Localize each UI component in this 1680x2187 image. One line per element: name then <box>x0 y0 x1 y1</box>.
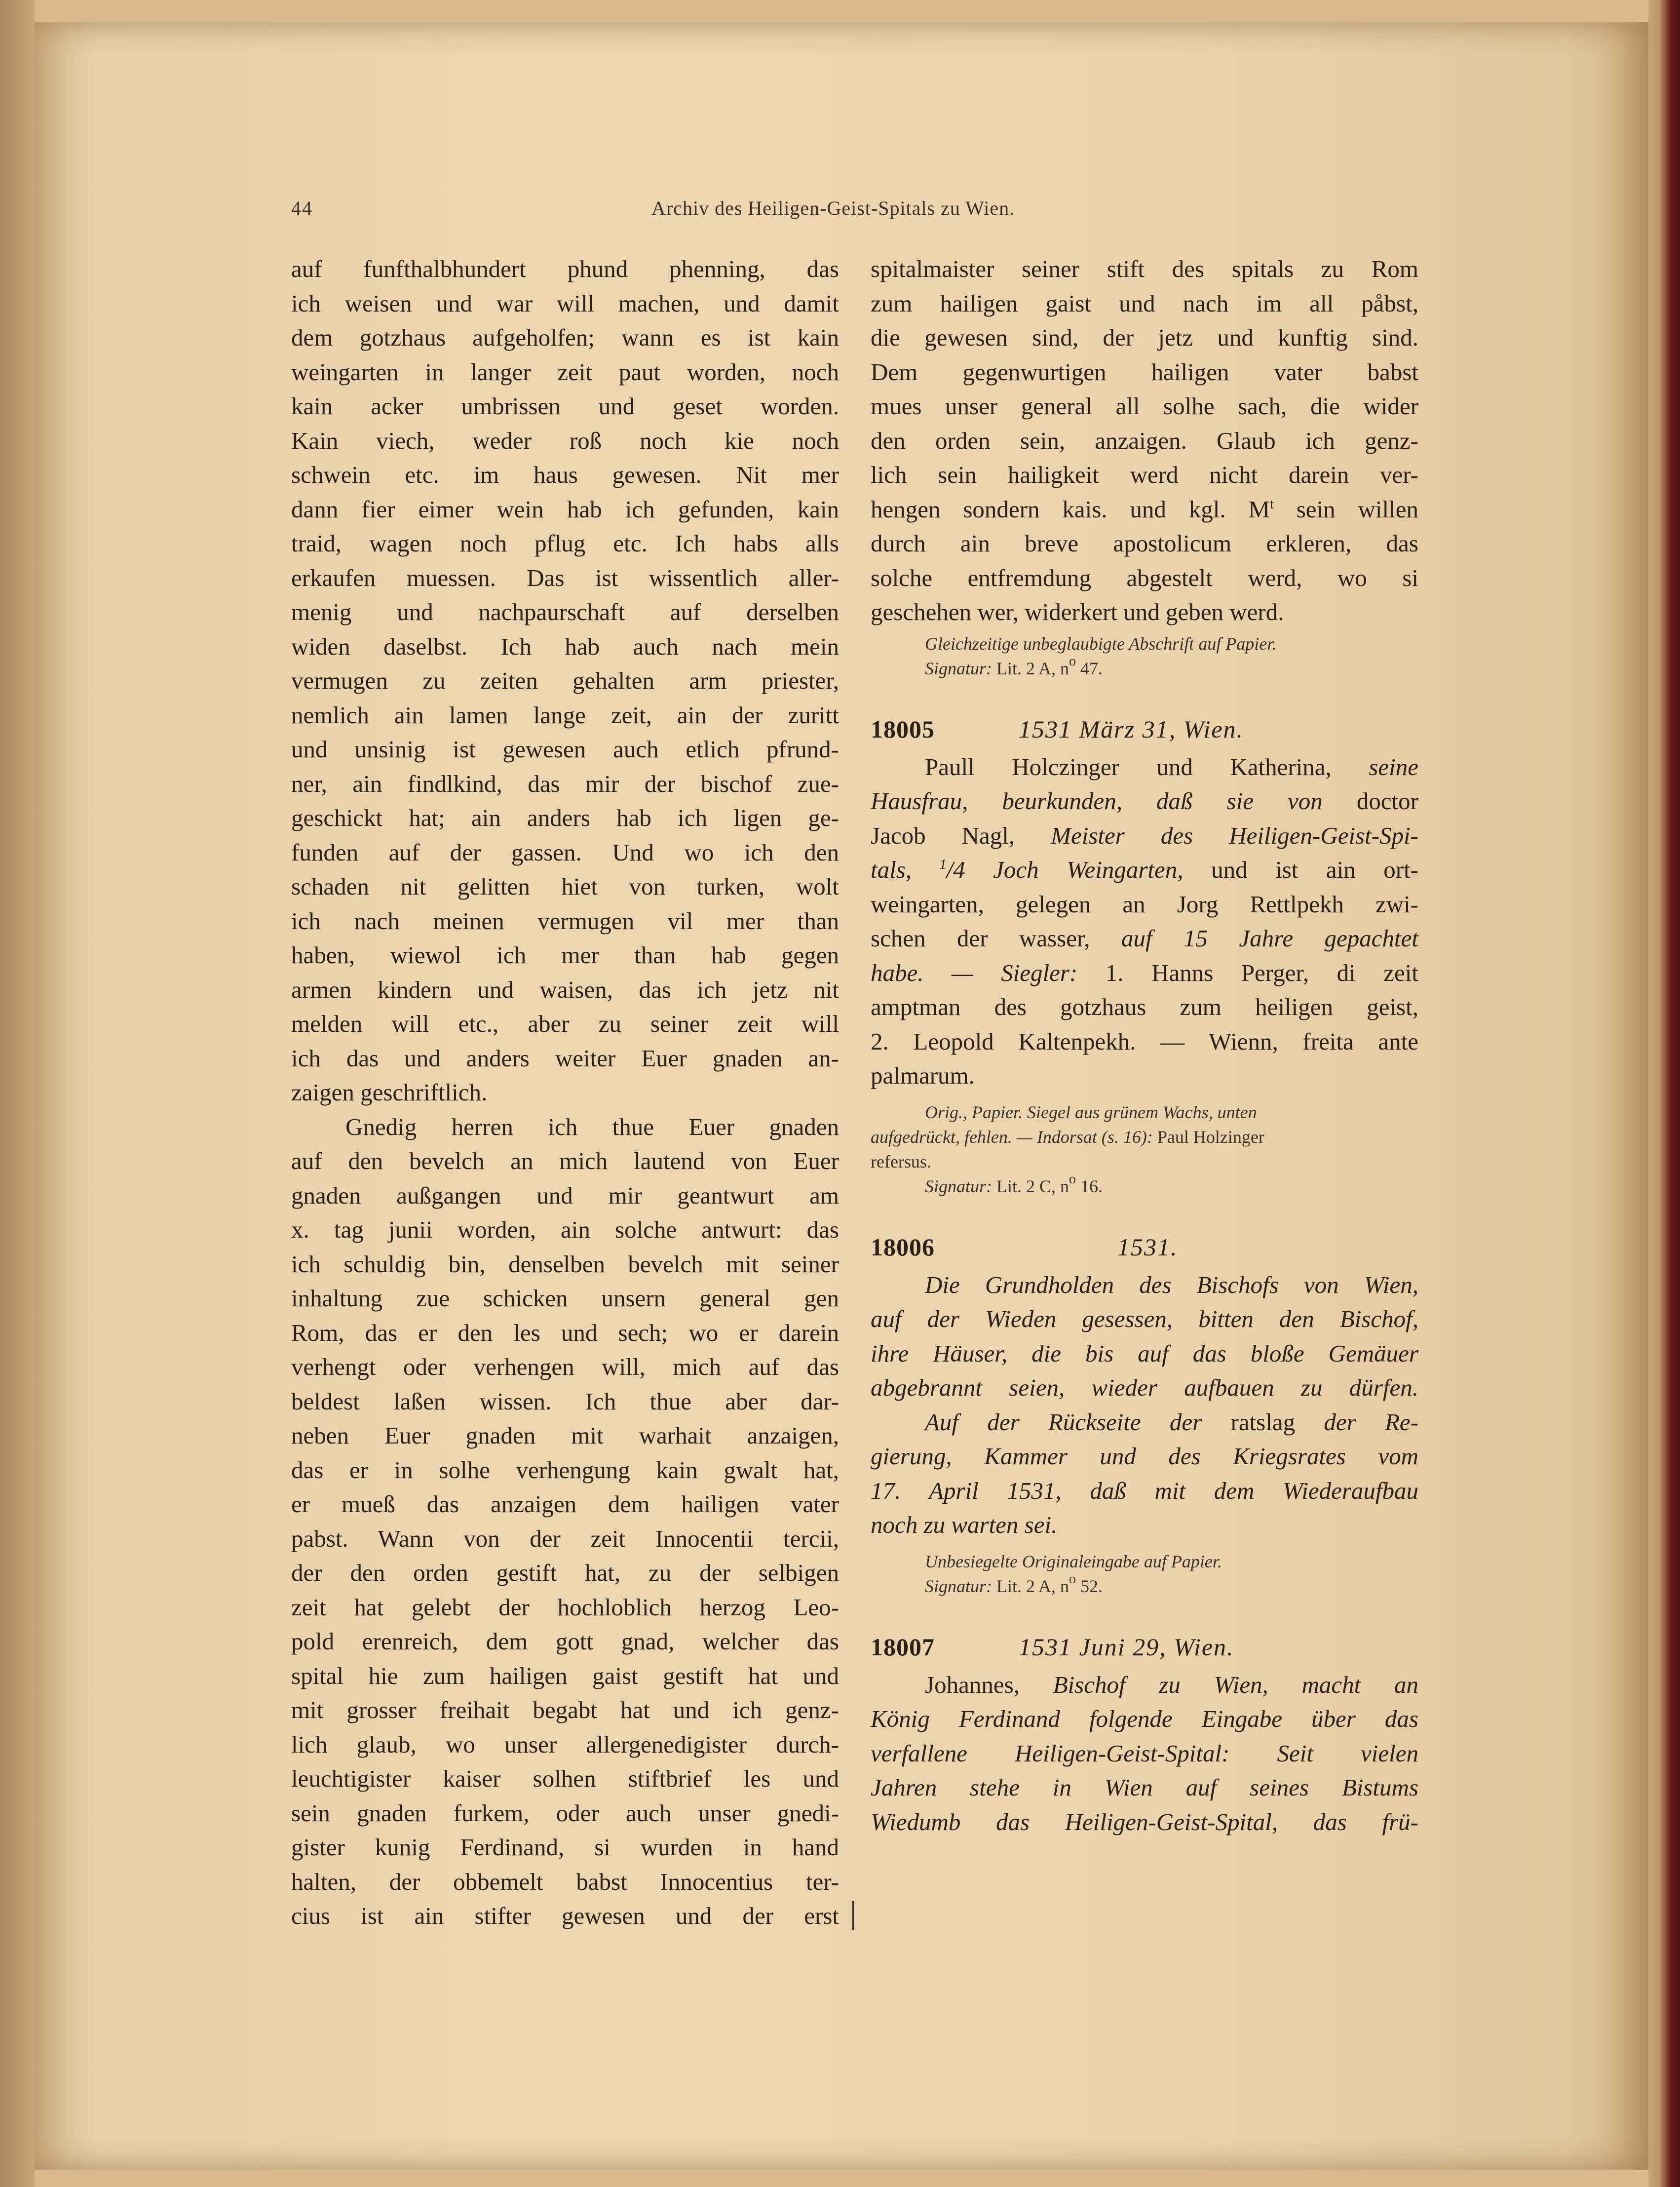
text-line: dem gotzhaus aufgeholfen; wann es ist kain <box>291 324 839 351</box>
right-column <box>871 252 1418 1839</box>
book-gutter <box>0 0 35 2187</box>
text-line: spital hie zum hailigen gaist gestift hat und <box>291 1662 839 1689</box>
text-line: auf funfthalbhundert phund phenning, das <box>291 255 839 282</box>
text-line: melden will etc., aber zu seiner zeit will <box>291 1010 839 1037</box>
entry-date: 1531 März 31, Wien. <box>1019 715 1244 743</box>
text-line: der den orden gestift hat, zu der selbigen <box>291 1559 839 1586</box>
text-line: kain acker umbrissen und geset worden. <box>291 392 839 420</box>
text-line: weingarten in langer zeit paut worden, noch <box>291 358 839 386</box>
text-line: pold erenreich, dem gott gnad, welcher das <box>291 1628 839 1655</box>
text-line: cius ist ain stifter gewesen und der erst <box>291 1902 839 1929</box>
text-line: ich nach meinen vermugen vil mer than <box>291 907 839 935</box>
right-continuation-paragraph <box>871 252 1418 629</box>
text-line: dann fier eimer wein hab ich gefunden, kain <box>291 495 839 523</box>
text-line: traid, wagen noch pflug etc. Ich habs alls <box>291 530 839 557</box>
entry-header-18006 <box>871 1228 1418 1268</box>
text-line: er mueß das anzaigen dem hailigen vater <box>291 1490 839 1518</box>
text-line: Kain viech, weder roß noch kie noch <box>291 427 839 454</box>
text-line: armen kindern und waisen, das ich jetz nit <box>291 976 839 1003</box>
archival-note-17004 <box>871 631 1418 681</box>
text-line: leuchtigister kaiser solhen stiftbrief les und <box>291 1765 839 1792</box>
text-line: Dem gegenwurtigen hailigen vater babst <box>871 358 1418 386</box>
text-line: ner, ain findlkind, das mir der bischof zue- <box>291 770 839 797</box>
entry-number: 18007 <box>871 1633 935 1661</box>
text-line: erkaufen muessen. Das ist wissentlich aller- <box>291 564 839 591</box>
text-line: nemlich ain lamen lange zeit, ain der zuritt <box>291 701 839 729</box>
text-line: und unsinig ist gewesen auch etlich pfrund- <box>291 736 839 763</box>
signature-line: Signatur: Lit. 2 C, $n^o$ 16. <box>925 1171 1103 1196</box>
page-number: 44 <box>291 197 313 219</box>
text-line: durch ain breve apostolicum erkleren, das <box>871 530 1418 557</box>
entry-header-18005 <box>871 710 1418 750</box>
archival-note-18005: Orig., Papier. Siegel aus grünem Wachs, unten aufgedrückt, fehlen. — Indorsat (s. 16): Paul Holzinger refersus. Signatur: Lit. 2 C, $n^o$ 16. <box>871 1100 1418 1199</box>
text-line: vermugen zu zeiten gehalten arm priester, <box>291 667 839 694</box>
text-line: Rom, das er den les und sech; wo er darein <box>291 1319 839 1346</box>
text-line: ich weisen und war will machen, und damit <box>291 289 839 317</box>
text-line: gnaden außgangen und mir geantwurt am <box>291 1181 839 1209</box>
text-line: halten, der obbemelt babst Innocentius ter- <box>291 1868 839 1895</box>
text-line: ich schuldig bin, denselben bevelch mit seiner <box>291 1250 839 1278</box>
entry-body-18007: Johannes, Bischof zu Wien, macht an König Ferdinand folgende Eingabe über das verfallene Heiligen-Geist-Spital: Seit vielen Jahren stehe in Wien auf seines Bistums Wiedumb das Heiligen-Geist-Spital, das frü- <box>871 1671 1418 1836</box>
text-line: neben Euer gnaden mit warhait anzaigen, <box>291 1422 839 1449</box>
text-line: inhaltung zue schicken unsern general gen <box>291 1285 839 1312</box>
text-line: lich glaub, wo unser allergenedigister durch- <box>291 1730 839 1758</box>
text-line: das er in solhe verhengung kain gwalt hat, <box>291 1456 839 1484</box>
note-text: Gleichzeitige unbeglaubigte Abschrift auf Papier. <box>925 633 1277 654</box>
text-line: verhengt oder verhengen will, mich auf das <box>291 1353 839 1380</box>
text-line: geschehen wer, widerkert und geben werd. <box>871 598 1284 625</box>
entry-date: 1531 Juni 29, Wien. <box>1019 1633 1234 1661</box>
text-line: zeit hat gelebt der hochloblich herzog Leo- <box>291 1593 839 1621</box>
text-line: beldest laßen wissen. Ich thue aber dar- <box>291 1387 839 1415</box>
text-line: hengen sondern kais. und kgl. $M^t$ sein willen <box>871 495 1418 523</box>
text-line: solche entfremdung abgestelt werd, wo si <box>871 564 1418 591</box>
text-line: die gewesen sind, der jetz und kunftig sind. <box>871 324 1418 351</box>
text-line: widen daselbst. Ich hab auch nach mein <box>291 632 839 660</box>
text-line: x. tag junii worden, ain solche antwurt: das <box>291 1216 839 1243</box>
text-line: auf den bevelch an mich lautend von Euer <box>291 1147 839 1174</box>
text-line: gister kunig Ferdinand, si wurden in hand <box>291 1834 839 1861</box>
signature-line: Signatur: Lit. 2 A, $n^o$ 47. <box>925 653 1103 678</box>
text-line: den orden sein, anzaigen. Glaub ich genz- <box>871 427 1418 454</box>
text-line: sein gnaden furkem, oder auch unser gnedi- <box>291 1799 839 1827</box>
running-title: Archiv des Heiligen-Geist-Spitals zu Wien. <box>651 197 1015 219</box>
entry-header-18007 <box>871 1628 1418 1668</box>
entry-number: 18005 <box>871 715 935 743</box>
text-line: zaigen geschriftlich. <box>291 1079 488 1106</box>
text-line: mues unser general all solhe sach, die wider <box>871 392 1418 420</box>
left-column <box>291 252 839 1933</box>
signature-line: Signatur: Lit. 2 A, $n^o$ 52. <box>925 1571 1103 1596</box>
text-line: mit grosser freihait begabt hat und ich genz- <box>291 1696 839 1723</box>
text-line: schwein etc. im haus gewesen. Nit mer <box>291 461 839 488</box>
text-line: funden auf der gassen. Und wo ich den <box>291 838 839 866</box>
column-divider <box>852 1901 854 1930</box>
text-line: schaden nit gelitten hiet von turken, wolt <box>291 873 839 900</box>
text-line: geschickt hat; ain anders hab ich ligen ge- <box>291 804 839 831</box>
text-line: zum hailigen gaist und nach im all påbst, <box>871 289 1418 317</box>
text-line: pabst. Wann von der zeit Innocentii tercii, <box>291 1524 839 1552</box>
text-line: ich das und anders weiter Euer gnaden an- <box>291 1044 839 1072</box>
text-line: menig und nachpaurschaft auf derselben <box>291 598 839 625</box>
text-line: lich sein hailigkeit werd nicht darein ver- <box>871 461 1418 488</box>
text-line: Gnedig herren ich thue Euer gnaden <box>345 1113 839 1140</box>
entry-body-18006: Die Grundholden des Bischofs von Wien, auf der Wieden gesessen, bitten den Bischof, ihre Häuser, die bis auf das bloße Gemäuer abgebrannt seien, wieder aufbauen zu dürfen. Auf der Rückseite der ratslag der Re- gierung, Kammer und des Kriegsrates vom 17. April 1531, daß mit dem Wiederaufbau noch zu warten sei. <box>871 1271 1418 1538</box>
text-line: haben, wiewol ich mer than hab gegen <box>291 941 839 969</box>
entry-date: 1531. <box>1117 1233 1178 1261</box>
entry-number: 18006 <box>871 1233 935 1261</box>
left-paragraph-2 <box>291 1110 839 1933</box>
running-header <box>291 196 1431 236</box>
text-line: spitalmaister seiner stift des spitals zu Rom <box>871 255 1418 282</box>
entry-body-18005: Paull Holczinger und Katherina, seine Hausfrau, beurkunden, daß sie von doctor Jacob Nagl, Meister des Heiligen-Geist-Spi- tals, $^1$/4 Joch Weingarten, und ist ain ort- weingarten, gelegen an Jorg Rettlpekh zwi- schen der wasser, auf 15 Jahre gepachtet habe. — Siegler: 1. Hanns Perger, di zeit amptman des gotzhaus zum heiligen geist, 2. Leopold Kaltenpekh. — Wienn, freita ante palmarum. <box>871 753 1418 1089</box>
archival-note-18006: Unbesiegelte Originaleingabe auf Papier. Signatur: Lit. 2 A, $n^o$ 52. <box>871 1549 1418 1599</box>
left-paragraph-1 <box>291 252 839 1110</box>
page-edge <box>1648 0 1680 2187</box>
